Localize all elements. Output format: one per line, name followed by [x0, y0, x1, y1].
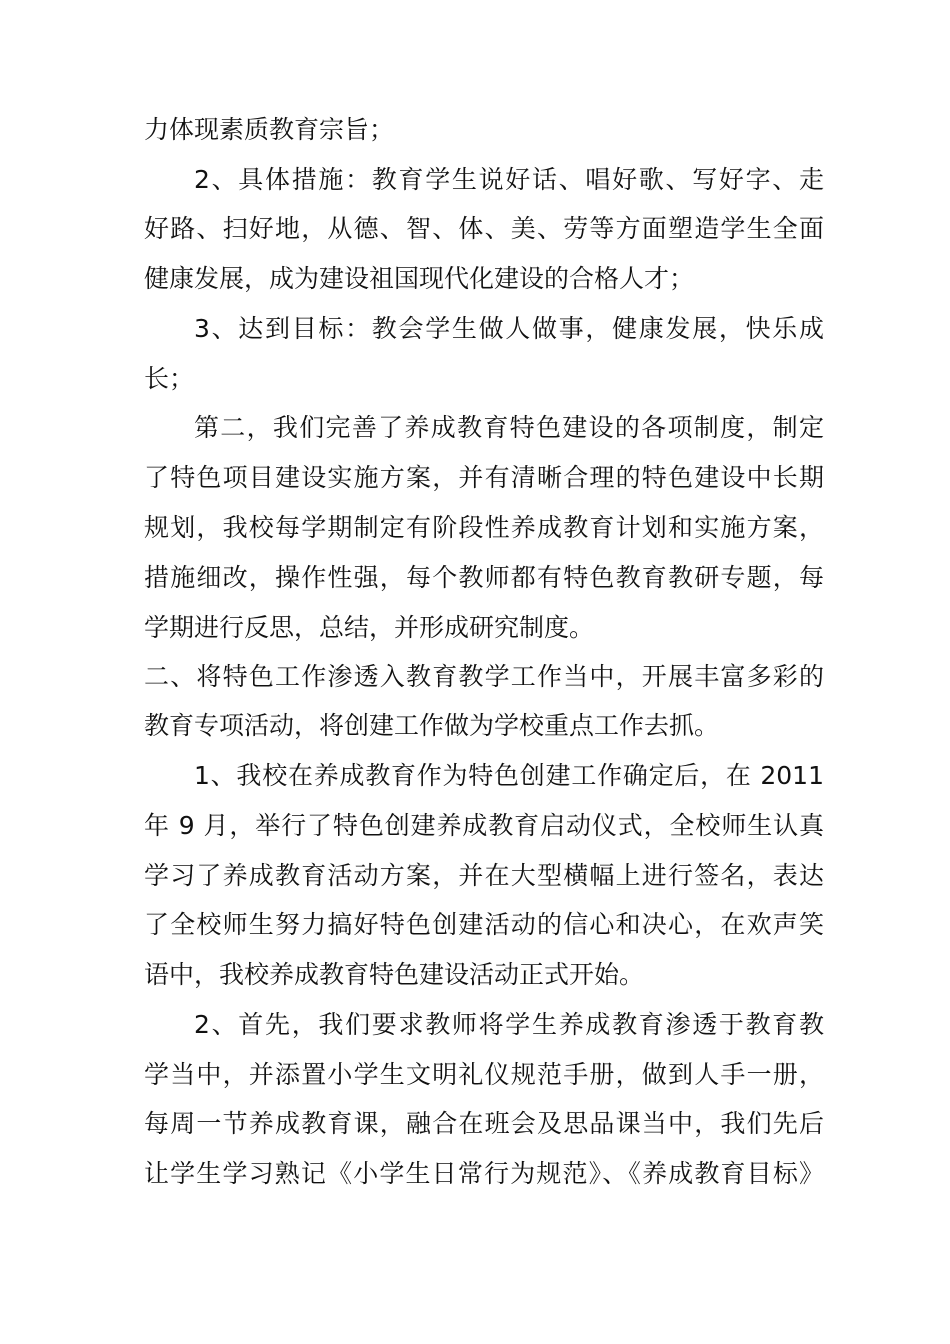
text-line: 力体现素质教育宗旨；: [144, 115, 395, 144]
text-line: 2、具体措施：教育学生说好话、唱好歌、写好字、走: [194, 165, 824, 194]
text-line: 了特色项目建设实施方案，并有清晰合理的特色建设中长期: [144, 463, 824, 492]
text-line: 规划，我校每学期制定有阶段性养成教育计划和实施方案，: [144, 513, 824, 542]
text-line: 学期进行反思，总结，并形成研究制度。: [144, 613, 595, 642]
text-line: 措施细改，操作性强，每个教师都有特色教育教研专题，每: [144, 563, 824, 592]
text-line: 健康发展，成为建设祖国现代化建设的合格人才；: [144, 264, 695, 293]
text-line: 3、达到目标：教会学生做人做事，健康发展，快乐成: [194, 314, 824, 343]
text-line: 学当中，并添置小学生文明礼仪规范手册，做到人手一册，: [144, 1060, 824, 1089]
text-line: 每周一节养成教育课，融合在班会及思品课当中，我们先后: [144, 1109, 824, 1138]
text-line: 长；: [144, 364, 195, 393]
text-line: 教育专项活动，将创建工作做为学校重点工作去抓。: [144, 711, 720, 740]
text-line: 年 9 月，举行了特色创建养成教育启动仪式，全校师生认真: [144, 811, 824, 840]
text-line: 2、首先，我们要求教师将学生养成教育渗透于教育教: [194, 1010, 824, 1039]
text-line: 学习了养成教育活动方案，并在大型横幅上进行签名，表达: [144, 861, 824, 890]
text-line: 二、将特色工作渗透入教育教学工作当中，开展丰富多彩的: [144, 662, 824, 691]
text-line: 了全校师生努力搞好特色创建活动的信心和决心，在欢声笑: [144, 910, 824, 939]
text-line: 1、我校在养成教育作为特色创建工作确定后，在 2011: [194, 761, 824, 790]
text-line: 语中，我校养成教育特色建设活动正式开始。: [144, 960, 645, 989]
text-line: 让学生学习熟记《小学生日常行为规范》、《养成教育目标》: [144, 1159, 824, 1188]
text-line: 好路、扫好地，从德、智、体、美、劳等方面塑造学生全面: [144, 214, 824, 243]
text-line: 第二，我们完善了养成教育特色建设的各项制度，制定: [194, 413, 824, 442]
